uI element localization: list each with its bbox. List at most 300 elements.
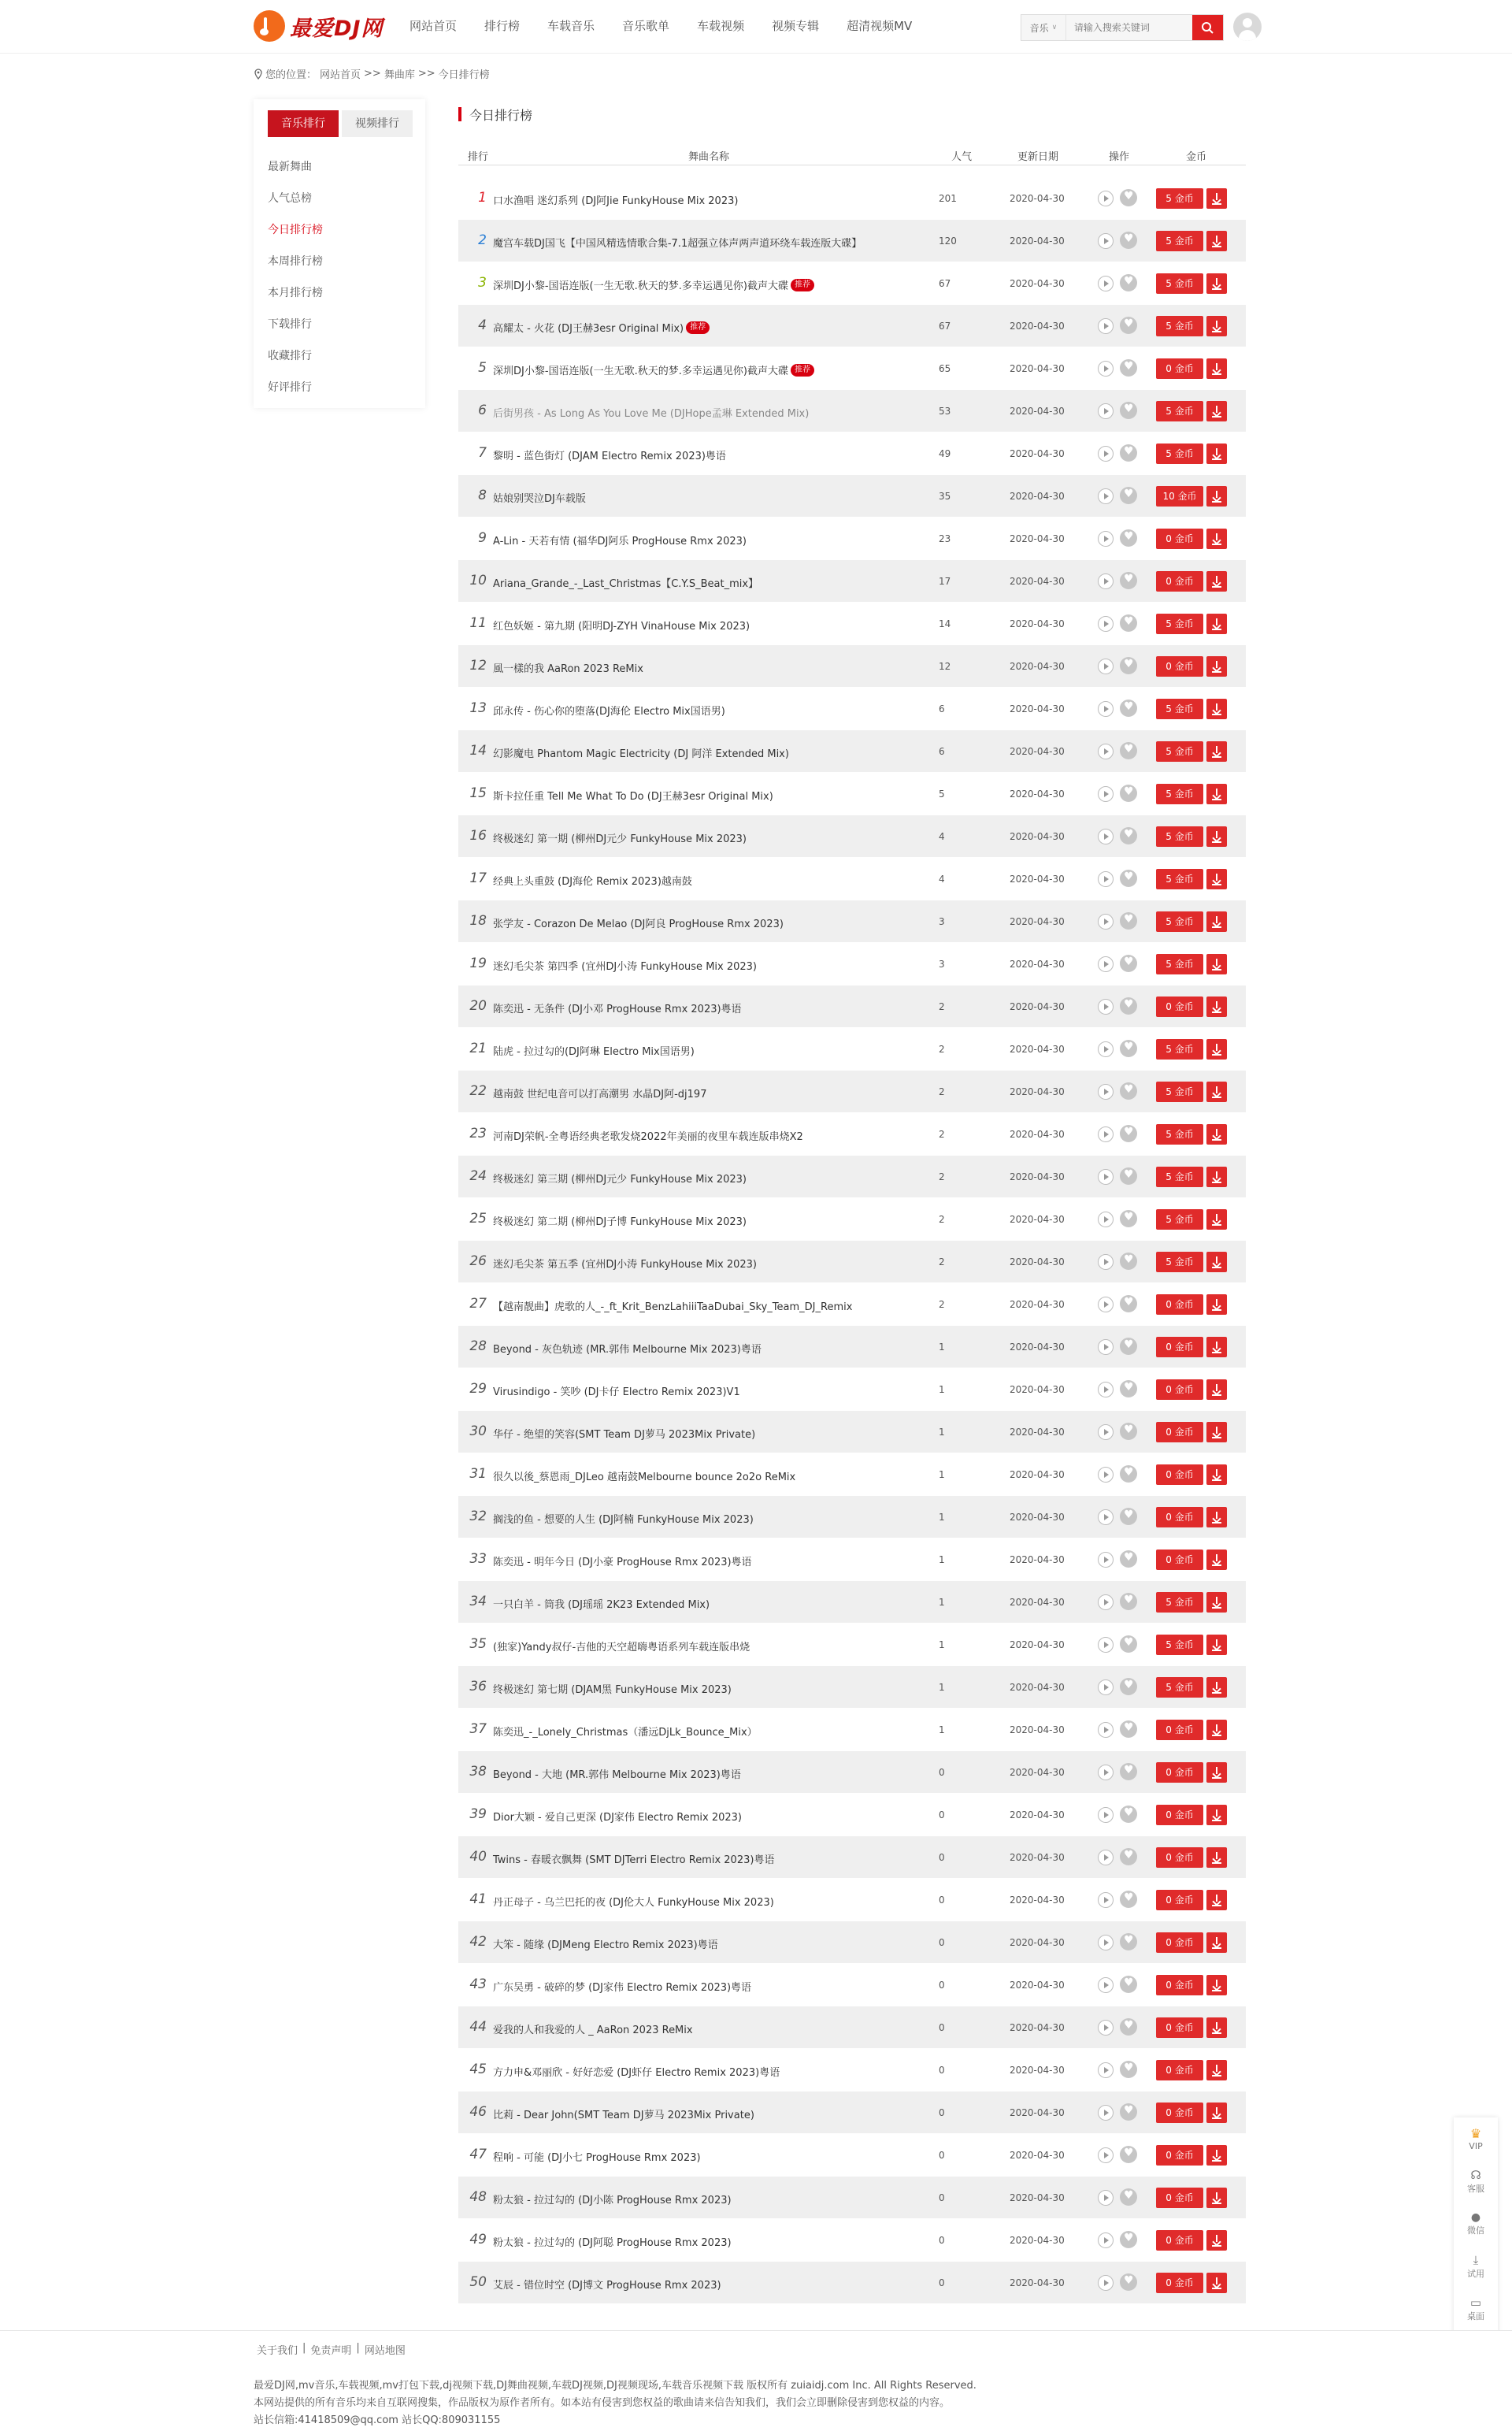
heart-icon[interactable] <box>1120 1295 1137 1312</box>
song-title-link[interactable] <box>493 1256 757 1271</box>
coin-price-button[interactable]: 0 金币 <box>1156 1379 1203 1400</box>
download-button[interactable] <box>1206 1039 1227 1060</box>
play-icon[interactable] <box>1098 573 1114 589</box>
coin-price-button[interactable]: 5 金币 <box>1156 188 1203 209</box>
download-icon <box>1212 416 1221 418</box>
logo-text: 最爱DJ网 <box>290 16 384 41</box>
play-icon[interactable] <box>1098 1467 1114 1483</box>
song-title-link[interactable] <box>493 2234 732 2249</box>
heart-icon[interactable] <box>1120 742 1137 759</box>
play-icon[interactable] <box>1098 488 1114 504</box>
coin-price-button[interactable]: 5 金币 <box>1156 231 1203 251</box>
coin-price-button[interactable]: 5 金币 <box>1156 401 1203 421</box>
play-icon[interactable] <box>1098 2232 1114 2248</box>
heart-icon[interactable] <box>1120 1380 1137 1397</box>
song-title-link[interactable] <box>493 1171 747 1186</box>
heart-icon[interactable] <box>1120 444 1137 462</box>
play-icon[interactable] <box>1098 531 1114 547</box>
play-icon[interactable] <box>1098 701 1114 717</box>
play-icon[interactable] <box>1098 1169 1114 1185</box>
download-button[interactable] <box>1206 826 1227 847</box>
coin-price-button[interactable]: 0 金币 <box>1156 1932 1203 1953</box>
play-icon[interactable] <box>1098 1935 1114 1950</box>
heart-icon[interactable] <box>1120 2146 1137 2163</box>
site-logo[interactable] <box>254 9 383 43</box>
song-title-link[interactable] <box>493 277 814 292</box>
play-icon[interactable] <box>1098 999 1114 1015</box>
song-title-link[interactable] <box>493 1766 741 1781</box>
song-title-link[interactable] <box>493 192 738 207</box>
coin-price-button[interactable]: 5 金币 <box>1156 741 1203 762</box>
heart-icon[interactable] <box>1120 232 1137 249</box>
coin-price-button[interactable]: 0 金币 <box>1156 2230 1203 2251</box>
download-button[interactable] <box>1206 2103 1227 2123</box>
heart-icon[interactable] <box>1120 2061 1137 2078</box>
coin-price-button[interactable]: 0 金币 <box>1156 1422 1203 1442</box>
play-icon[interactable] <box>1098 2190 1114 2206</box>
play-icon[interactable] <box>1098 2062 1114 2078</box>
play-icon[interactable] <box>1098 2020 1114 2036</box>
heart-icon[interactable] <box>1120 359 1137 377</box>
download-button[interactable] <box>1206 2188 1227 2208</box>
float-item-vip[interactable] <box>1454 2117 1498 2160</box>
song-title-link[interactable] <box>493 533 747 547</box>
coin-price-button[interactable]: 5 金币 <box>1156 1039 1203 1060</box>
download-button[interactable] <box>1206 444 1227 464</box>
song-title-link[interactable] <box>493 575 758 590</box>
play-icon[interactable] <box>1098 1594 1114 1610</box>
song-title-link[interactable] <box>493 745 789 760</box>
play-icon[interactable] <box>1098 1552 1114 1568</box>
download-button[interactable] <box>1206 656 1227 677</box>
heart-icon[interactable] <box>1120 1082 1137 1100</box>
heart-icon[interactable] <box>1120 274 1137 291</box>
coin-price-button[interactable]: 0 金币 <box>1156 2273 1203 2293</box>
heart-icon[interactable] <box>1120 1848 1137 1865</box>
coin-price-button[interactable]: 0 金币 <box>1156 2017 1203 2038</box>
coin-price-button[interactable]: 0 金币 <box>1156 2145 1203 2166</box>
download-button[interactable] <box>1206 1337 1227 1357</box>
download-button[interactable] <box>1206 316 1227 336</box>
song-title-link[interactable] <box>493 1894 774 1909</box>
play-icon[interactable] <box>1098 956 1114 972</box>
sidebar-item-month[interactable]: 本月排行榜 <box>268 287 323 299</box>
song-title-link[interactable] <box>493 1936 718 1951</box>
download-button[interactable] <box>1206 486 1227 507</box>
song-title: 邱永传 - 伤心你的堕落(DJ海伦 Electro Mix国语男) <box>493 706 725 718</box>
nav-item-home[interactable]: 网站首页 <box>410 19 458 33</box>
song-title-link[interactable] <box>493 1724 758 1739</box>
play-icon[interactable] <box>1098 1765 1114 1780</box>
song-title-link[interactable] <box>493 2277 721 2292</box>
nav-item-hd-mv[interactable]: 超清视频MV <box>847 19 913 33</box>
song-title-link[interactable] <box>493 235 862 250</box>
update-date: 2020-04-30 <box>1010 1256 1065 1267</box>
song-title-link[interactable] <box>493 1553 752 1568</box>
download-button[interactable] <box>1206 2060 1227 2080</box>
download-button[interactable] <box>1206 1975 1227 1995</box>
heart-icon[interactable] <box>1120 2103 1137 2121</box>
play-icon[interactable] <box>1098 276 1114 291</box>
play-icon[interactable] <box>1098 1212 1114 1227</box>
song-title-link[interactable] <box>493 618 750 633</box>
heart-icon[interactable] <box>1120 1167 1137 1185</box>
song-title-link[interactable] <box>493 873 692 888</box>
download-button[interactable] <box>1206 1550 1227 1570</box>
coin-price-button[interactable]: 5 金币 <box>1156 1209 1203 1230</box>
heart-icon[interactable] <box>1120 870 1137 887</box>
rank-number: 22 <box>469 1083 487 1099</box>
download-button[interactable] <box>1206 1464 1227 1485</box>
heart-icon[interactable] <box>1120 1933 1137 1950</box>
popularity-count: 2 <box>939 1044 945 1055</box>
song-title-link[interactable] <box>493 2021 693 2036</box>
download-button[interactable] <box>1206 1592 1227 1613</box>
sidebar-item-week[interactable]: 本周排行榜 <box>268 255 323 268</box>
ranking-list <box>458 177 1246 2304</box>
play-icon[interactable] <box>1098 1126 1114 1142</box>
heart-icon[interactable] <box>1120 785 1137 802</box>
song-title-link[interactable] <box>493 320 710 335</box>
heart-icon[interactable] <box>1120 1423 1137 1440</box>
coin-price-button[interactable]: 5 金币 <box>1156 1082 1203 1102</box>
song-title-link[interactable] <box>493 703 725 718</box>
heart-icon[interactable] <box>1120 1253 1137 1270</box>
footer-link-disclaimer[interactable]: 免责声明 <box>310 2345 352 2357</box>
song-title-link[interactable] <box>493 1341 762 1356</box>
download-button[interactable] <box>1206 571 1227 592</box>
heart-icon[interactable] <box>1120 1891 1137 1908</box>
download-button[interactable] <box>1206 699 1227 719</box>
coin-price-button[interactable]: 0 金币 <box>1156 1294 1203 1315</box>
play-icon[interactable] <box>1098 744 1114 759</box>
play-icon[interactable] <box>1098 2275 1114 2291</box>
download-button[interactable] <box>1206 188 1227 209</box>
download-button[interactable] <box>1206 401 1227 421</box>
update-date: 2020-04-30 <box>1010 916 1065 927</box>
heart-icon[interactable] <box>1120 1635 1137 1653</box>
song-title-link[interactable] <box>493 2106 754 2121</box>
song-title-link[interactable] <box>493 830 747 845</box>
song-title-link[interactable] <box>493 2064 780 2079</box>
heart-icon[interactable] <box>1120 1465 1137 1483</box>
coin-price-button[interactable]: 0 金币 <box>1156 1805 1203 1825</box>
coin-price-button[interactable]: 5 金币 <box>1156 316 1203 336</box>
coin-price-button[interactable]: 10 金币 <box>1156 486 1203 507</box>
download-button[interactable] <box>1206 2017 1227 2038</box>
download-button[interactable] <box>1206 784 1227 804</box>
coin-price-button[interactable]: 0 金币 <box>1156 1464 1203 1485</box>
play-icon[interactable] <box>1098 1637 1114 1653</box>
download-button[interactable] <box>1206 997 1227 1017</box>
sidebar-item-newest[interactable]: 最新舞曲 <box>268 161 312 173</box>
heart-icon[interactable] <box>1120 1210 1137 1227</box>
popularity-count: 53 <box>939 406 951 417</box>
coin-price-button[interactable]: 5 金币 <box>1156 911 1203 932</box>
song-title-link[interactable] <box>493 1468 795 1483</box>
float-item-service[interactable] <box>1454 2160 1498 2203</box>
play-icon[interactable] <box>1098 2105 1114 2121</box>
coin-price-button[interactable]: 5 金币 <box>1156 614 1203 634</box>
download-button[interactable] <box>1206 231 1227 251</box>
song-title-link[interactable] <box>493 1086 706 1100</box>
footer-link-about[interactable]: 关于我们 <box>257 2345 298 2357</box>
tab-music-rank[interactable]: 音乐排行 <box>268 110 339 137</box>
play-icon[interactable] <box>1098 403 1114 419</box>
song-title-link[interactable] <box>493 2149 701 2164</box>
breadcrumb-library[interactable]: 舞曲库 <box>384 69 415 81</box>
coin-price-button[interactable]: 0 金币 <box>1156 656 1203 677</box>
heart-icon[interactable] <box>1120 572 1137 589</box>
coin-price-button[interactable]: 0 金币 <box>1156 1847 1203 1868</box>
play-icon[interactable] <box>1098 1339 1114 1355</box>
sidebar-item-download[interactable]: 下载排行 <box>268 318 312 331</box>
download-button[interactable] <box>1206 1379 1227 1400</box>
play-icon[interactable] <box>1098 1509 1114 1525</box>
heart-icon[interactable] <box>1120 189 1137 206</box>
download-button[interactable] <box>1206 2230 1227 2251</box>
update-date: 2020-04-30 <box>1010 193 1065 204</box>
coin-price-button[interactable]: 0 金币 <box>1156 1890 1203 1910</box>
nav-item-car-video[interactable]: 车载视频 <box>697 19 745 33</box>
coin-price-button[interactable]: 0 金币 <box>1156 997 1203 1017</box>
download-button[interactable] <box>1206 1209 1227 1230</box>
play-icon[interactable] <box>1098 318 1114 334</box>
heart-icon[interactable] <box>1120 912 1137 930</box>
play-icon[interactable] <box>1098 1084 1114 1100</box>
nav-item-playlist[interactable]: 音乐歌单 <box>622 19 670 33</box>
song-title-link[interactable] <box>493 1809 742 1824</box>
download-icon <box>1212 1182 1221 1183</box>
play-icon[interactable] <box>1098 659 1114 674</box>
play-icon[interactable] <box>1098 191 1114 206</box>
heart-icon[interactable] <box>1120 487 1137 504</box>
play-icon[interactable] <box>1098 1041 1114 1057</box>
coin-price-button[interactable]: 5 金币 <box>1156 1252 1203 1272</box>
song-title-link[interactable] <box>493 1383 740 1398</box>
download-button[interactable] <box>1206 1805 1227 1825</box>
coin-price-button[interactable]: 5 金币 <box>1156 826 1203 847</box>
song-title-link[interactable] <box>493 1213 747 1228</box>
download-button[interactable] <box>1206 1635 1227 1655</box>
download-button[interactable] <box>1206 1124 1227 1145</box>
song-title-link[interactable] <box>493 1851 774 1866</box>
play-icon[interactable] <box>1098 1679 1114 1695</box>
download-button[interactable] <box>1206 1847 1227 1868</box>
float-item-trial[interactable] <box>1454 2245 1498 2288</box>
song-title-link[interactable] <box>493 1639 750 1653</box>
sidebar-item-favorite[interactable]: 收藏排行 <box>268 350 312 362</box>
float-item-desktop[interactable] <box>1454 2288 1498 2330</box>
play-icon[interactable] <box>1098 1254 1114 1270</box>
download-button[interactable] <box>1206 1890 1227 1910</box>
heart-icon[interactable] <box>1120 1806 1137 1823</box>
song-title-link[interactable] <box>493 447 726 462</box>
song-title: Beyond - 灰色轨迹 (MR.郭伟 Melbourne Mix 2023)粤语 <box>493 1344 762 1356</box>
song-title-link[interactable] <box>493 405 809 420</box>
nav-item-car-music[interactable]: 车载音乐 <box>547 19 595 33</box>
update-date: 2020-04-30 <box>1010 406 1065 417</box>
song-title-link[interactable] <box>493 660 643 675</box>
coin-price-button[interactable]: 0 金币 <box>1156 1337 1203 1357</box>
download-button[interactable] <box>1206 1082 1227 1102</box>
play-icon[interactable] <box>1098 786 1114 802</box>
song-title-link[interactable] <box>493 1043 695 1058</box>
breadcrumb-home[interactable]: 网站首页 <box>320 69 361 81</box>
play-icon[interactable] <box>1098 2147 1114 2163</box>
heart-icon[interactable] <box>1120 1593 1137 1610</box>
heart-icon[interactable] <box>1120 2188 1137 2206</box>
coin-price-button[interactable]: 5 金币 <box>1156 1635 1203 1655</box>
download-button[interactable] <box>1206 1294 1227 1315</box>
play-icon[interactable] <box>1098 1850 1114 1865</box>
coin-price-button[interactable]: 5 金币 <box>1156 1592 1203 1613</box>
heart-icon[interactable] <box>1120 2273 1137 2291</box>
download-button[interactable] <box>1206 1720 1227 1740</box>
song-title-link[interactable] <box>493 1681 732 1696</box>
song-title-link[interactable] <box>493 915 784 930</box>
song-title-link[interactable] <box>493 1298 852 1313</box>
download-button[interactable] <box>1206 1422 1227 1442</box>
download-button[interactable] <box>1206 1677 1227 1698</box>
coin-price-button[interactable]: 0 金币 <box>1156 571 1203 592</box>
table-row <box>458 1624 1246 1666</box>
download-button[interactable] <box>1206 1932 1227 1953</box>
song-title-link[interactable] <box>493 362 814 377</box>
heart-icon[interactable] <box>1120 1040 1137 1057</box>
coin-price-button[interactable]: 5 金币 <box>1156 273 1203 294</box>
heart-icon[interactable] <box>1120 1338 1137 1355</box>
song-title-link[interactable] <box>493 788 773 803</box>
download-button[interactable] <box>1206 358 1227 379</box>
play-icon[interactable] <box>1098 1977 1114 1993</box>
sidebar-item-popular[interactable]: 人气总榜 <box>268 192 312 205</box>
nav-item-rank[interactable]: 排行榜 <box>484 19 521 33</box>
play-icon[interactable] <box>1098 829 1114 844</box>
coin-price-button[interactable]: 0 金币 <box>1156 529 1203 549</box>
coin-price-button[interactable]: 5 金币 <box>1156 1124 1203 1145</box>
song-title-link[interactable] <box>493 1000 742 1015</box>
coin-price-button[interactable]: 5 金币 <box>1156 1167 1203 1187</box>
song-title-link[interactable] <box>493 1979 751 1994</box>
download-button[interactable] <box>1206 1252 1227 1272</box>
coin-price-button[interactable]: 5 金币 <box>1156 444 1203 464</box>
download-button[interactable] <box>1206 869 1227 889</box>
download-button[interactable] <box>1206 954 1227 974</box>
user-avatar[interactable] <box>1233 13 1262 41</box>
play-icon[interactable] <box>1098 361 1114 377</box>
download-button[interactable] <box>1206 911 1227 932</box>
download-button[interactable] <box>1206 1167 1227 1187</box>
coin-price-button[interactable]: 0 金币 <box>1156 1550 1203 1570</box>
heart-icon[interactable] <box>1120 700 1137 717</box>
search-input[interactable] <box>1066 15 1192 40</box>
heart-icon[interactable] <box>1120 529 1137 547</box>
download-button[interactable] <box>1206 614 1227 634</box>
heart-icon[interactable] <box>1120 2018 1137 2036</box>
song-title-link[interactable] <box>493 1511 754 1526</box>
heart-icon[interactable] <box>1120 657 1137 674</box>
play-icon[interactable] <box>1098 1722 1114 1738</box>
coin-price-button[interactable]: 0 金币 <box>1156 358 1203 379</box>
coin-price-button[interactable]: 5 金币 <box>1156 1677 1203 1698</box>
download-button[interactable] <box>1206 2273 1227 2293</box>
coin-price-button[interactable]: 0 金币 <box>1156 1720 1203 1740</box>
song-title-link[interactable] <box>493 958 757 973</box>
heart-icon[interactable] <box>1120 1976 1137 1993</box>
coin-price-button[interactable]: 0 金币 <box>1156 2060 1203 2080</box>
song-title-link[interactable] <box>493 490 586 505</box>
play-icon[interactable] <box>1098 1382 1114 1397</box>
song-title-link[interactable] <box>493 1426 755 1441</box>
play-icon[interactable] <box>1098 1892 1114 1908</box>
nav-item-video-album[interactable]: 视频专辑 <box>772 19 820 33</box>
tab-video-rank[interactable]: 视频排行 <box>342 110 413 137</box>
play-icon[interactable] <box>1098 1424 1114 1440</box>
heart-icon[interactable] <box>1120 955 1137 972</box>
heart-icon[interactable] <box>1120 1125 1137 1142</box>
search-type-select[interactable] <box>1021 15 1066 40</box>
coin-price-button[interactable]: 5 金币 <box>1156 869 1203 889</box>
coin-price-button[interactable]: 0 金币 <box>1156 2103 1203 2123</box>
coin-price-button[interactable]: 5 金币 <box>1156 784 1203 804</box>
heart-icon[interactable] <box>1120 317 1137 334</box>
play-icon[interactable] <box>1098 1807 1114 1823</box>
update-date: 2020-04-30 <box>1010 1342 1065 1353</box>
song-title-link[interactable] <box>493 1596 710 1611</box>
play-icon[interactable] <box>1098 233 1114 249</box>
download-button[interactable] <box>1206 529 1227 549</box>
update-date: 2020-04-30 <box>1010 1980 1065 1991</box>
heart-icon[interactable] <box>1120 997 1137 1015</box>
play-icon[interactable] <box>1098 1297 1114 1312</box>
song-title-link[interactable] <box>493 2192 732 2206</box>
play-icon[interactable] <box>1098 871 1114 887</box>
heart-icon[interactable] <box>1120 402 1137 419</box>
download-button[interactable] <box>1206 1507 1227 1527</box>
song-title-link[interactable] <box>493 1128 803 1143</box>
search-button[interactable] <box>1192 15 1223 40</box>
sidebar-item-rating[interactable]: 好评排行 <box>268 381 312 394</box>
download-button[interactable] <box>1206 2145 1227 2166</box>
footer-link-sitemap[interactable]: 网站地图 <box>364 2345 406 2357</box>
download-icon <box>1212 501 1221 503</box>
play-icon[interactable] <box>1098 446 1114 462</box>
table-row <box>458 985 1246 1028</box>
heart-icon[interactable] <box>1120 614 1137 632</box>
download-button[interactable] <box>1206 741 1227 762</box>
play-icon[interactable] <box>1098 616 1114 632</box>
coin-price-button[interactable]: 0 金币 <box>1156 1975 1203 1995</box>
coin-price-button[interactable]: 0 金币 <box>1156 1507 1203 1527</box>
sidebar-item-today[interactable]: 今日排行榜 <box>268 224 323 236</box>
play-icon[interactable] <box>1098 914 1114 930</box>
coin-price-button[interactable]: 5 金币 <box>1156 699 1203 719</box>
download-button[interactable] <box>1206 273 1227 294</box>
heart-icon[interactable] <box>1120 1508 1137 1525</box>
heart-icon[interactable] <box>1120 1550 1137 1568</box>
coin-price-button[interactable]: 0 金币 <box>1156 1762 1203 1783</box>
float-item-wechat[interactable] <box>1454 2203 1498 2245</box>
coin-price-button[interactable]: 5 金币 <box>1156 954 1203 974</box>
coin-price-button[interactable]: 0 金币 <box>1156 2188 1203 2208</box>
heart-icon[interactable] <box>1120 1720 1137 1738</box>
heart-icon[interactable] <box>1120 1763 1137 1780</box>
heart-icon[interactable] <box>1120 1678 1137 1695</box>
heart-icon[interactable] <box>1120 827 1137 844</box>
download-button[interactable] <box>1206 1762 1227 1783</box>
heart-icon[interactable] <box>1120 2231 1137 2248</box>
